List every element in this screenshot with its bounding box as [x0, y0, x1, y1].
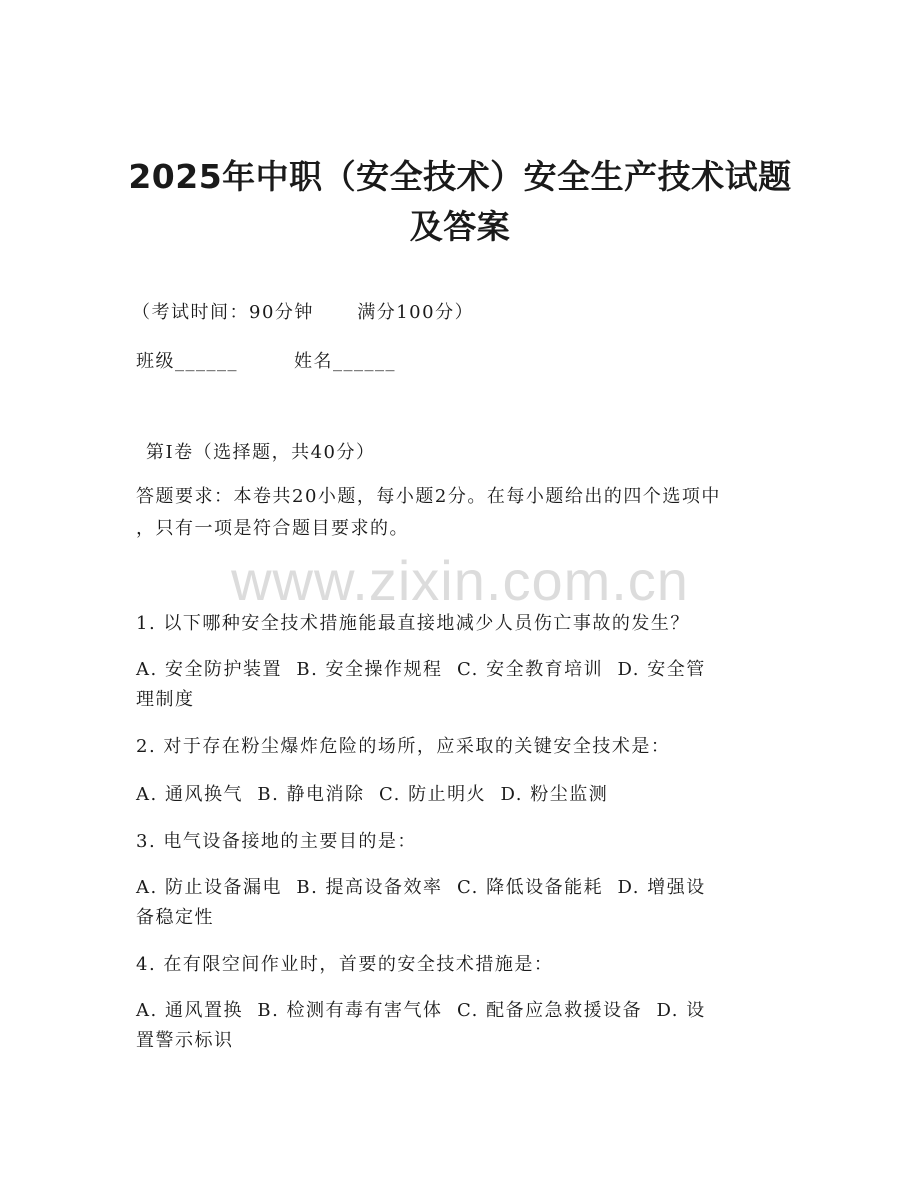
class-field: 班级______	[136, 351, 238, 372]
question-4-options-line-2: 置警示标识	[136, 1030, 234, 1051]
title-line-1: 2025年中职（安全技术）安全生产技术试题	[128, 157, 792, 196]
question-1-options-line-2: 理制度	[136, 689, 195, 710]
section-title: 第I卷（选择题，共40分）	[146, 442, 376, 463]
question-2-stem: 2. 对于存在粉尘爆炸危险的场所，应采取的关键安全技术是：	[136, 736, 671, 757]
question-1-options-line-1: A. 安全防护装置 B. 安全操作规程 C. 安全教育培训 D. 安全管	[136, 659, 706, 680]
question-1-stem: 1. 以下哪种安全技术措施能最直接地减少人员伤亡事故的发生？	[136, 613, 690, 634]
question-3-stem: 3. 电气设备接地的主要目的是：	[136, 831, 417, 852]
instructions-line-2: ，只有一项是符合题目要求的。	[136, 518, 409, 539]
question-3-options-line-1: A. 防止设备漏电 B. 提高设备效率 C. 降低设备能耗 D. 增强设	[136, 877, 706, 898]
watermark: www.zixin.com.cn	[231, 549, 689, 612]
instructions-line-1: 答题要求：本卷共20小题，每小题2分。在每小题给出的四个选项中	[136, 486, 721, 507]
exam-info: （考试时间：90分钟 满分100分）	[132, 302, 475, 323]
title-line-2: 及答案	[409, 207, 511, 246]
name-field: 姓名______	[294, 351, 396, 372]
question-2-options: A. 通风换气 B. 静电消除 C. 防止明火 D. 粉尘监测	[136, 784, 609, 805]
question-3-options-line-2: 备稳定性	[136, 907, 214, 928]
question-4-options-line-1: A. 通风置换 B. 检测有毒有害气体 C. 配备应急救援设备 D. 设	[136, 1000, 706, 1021]
question-4-stem: 4. 在有限空间作业时，首要的安全技术措施是：	[136, 954, 554, 975]
document-title	[0, 152, 920, 252]
